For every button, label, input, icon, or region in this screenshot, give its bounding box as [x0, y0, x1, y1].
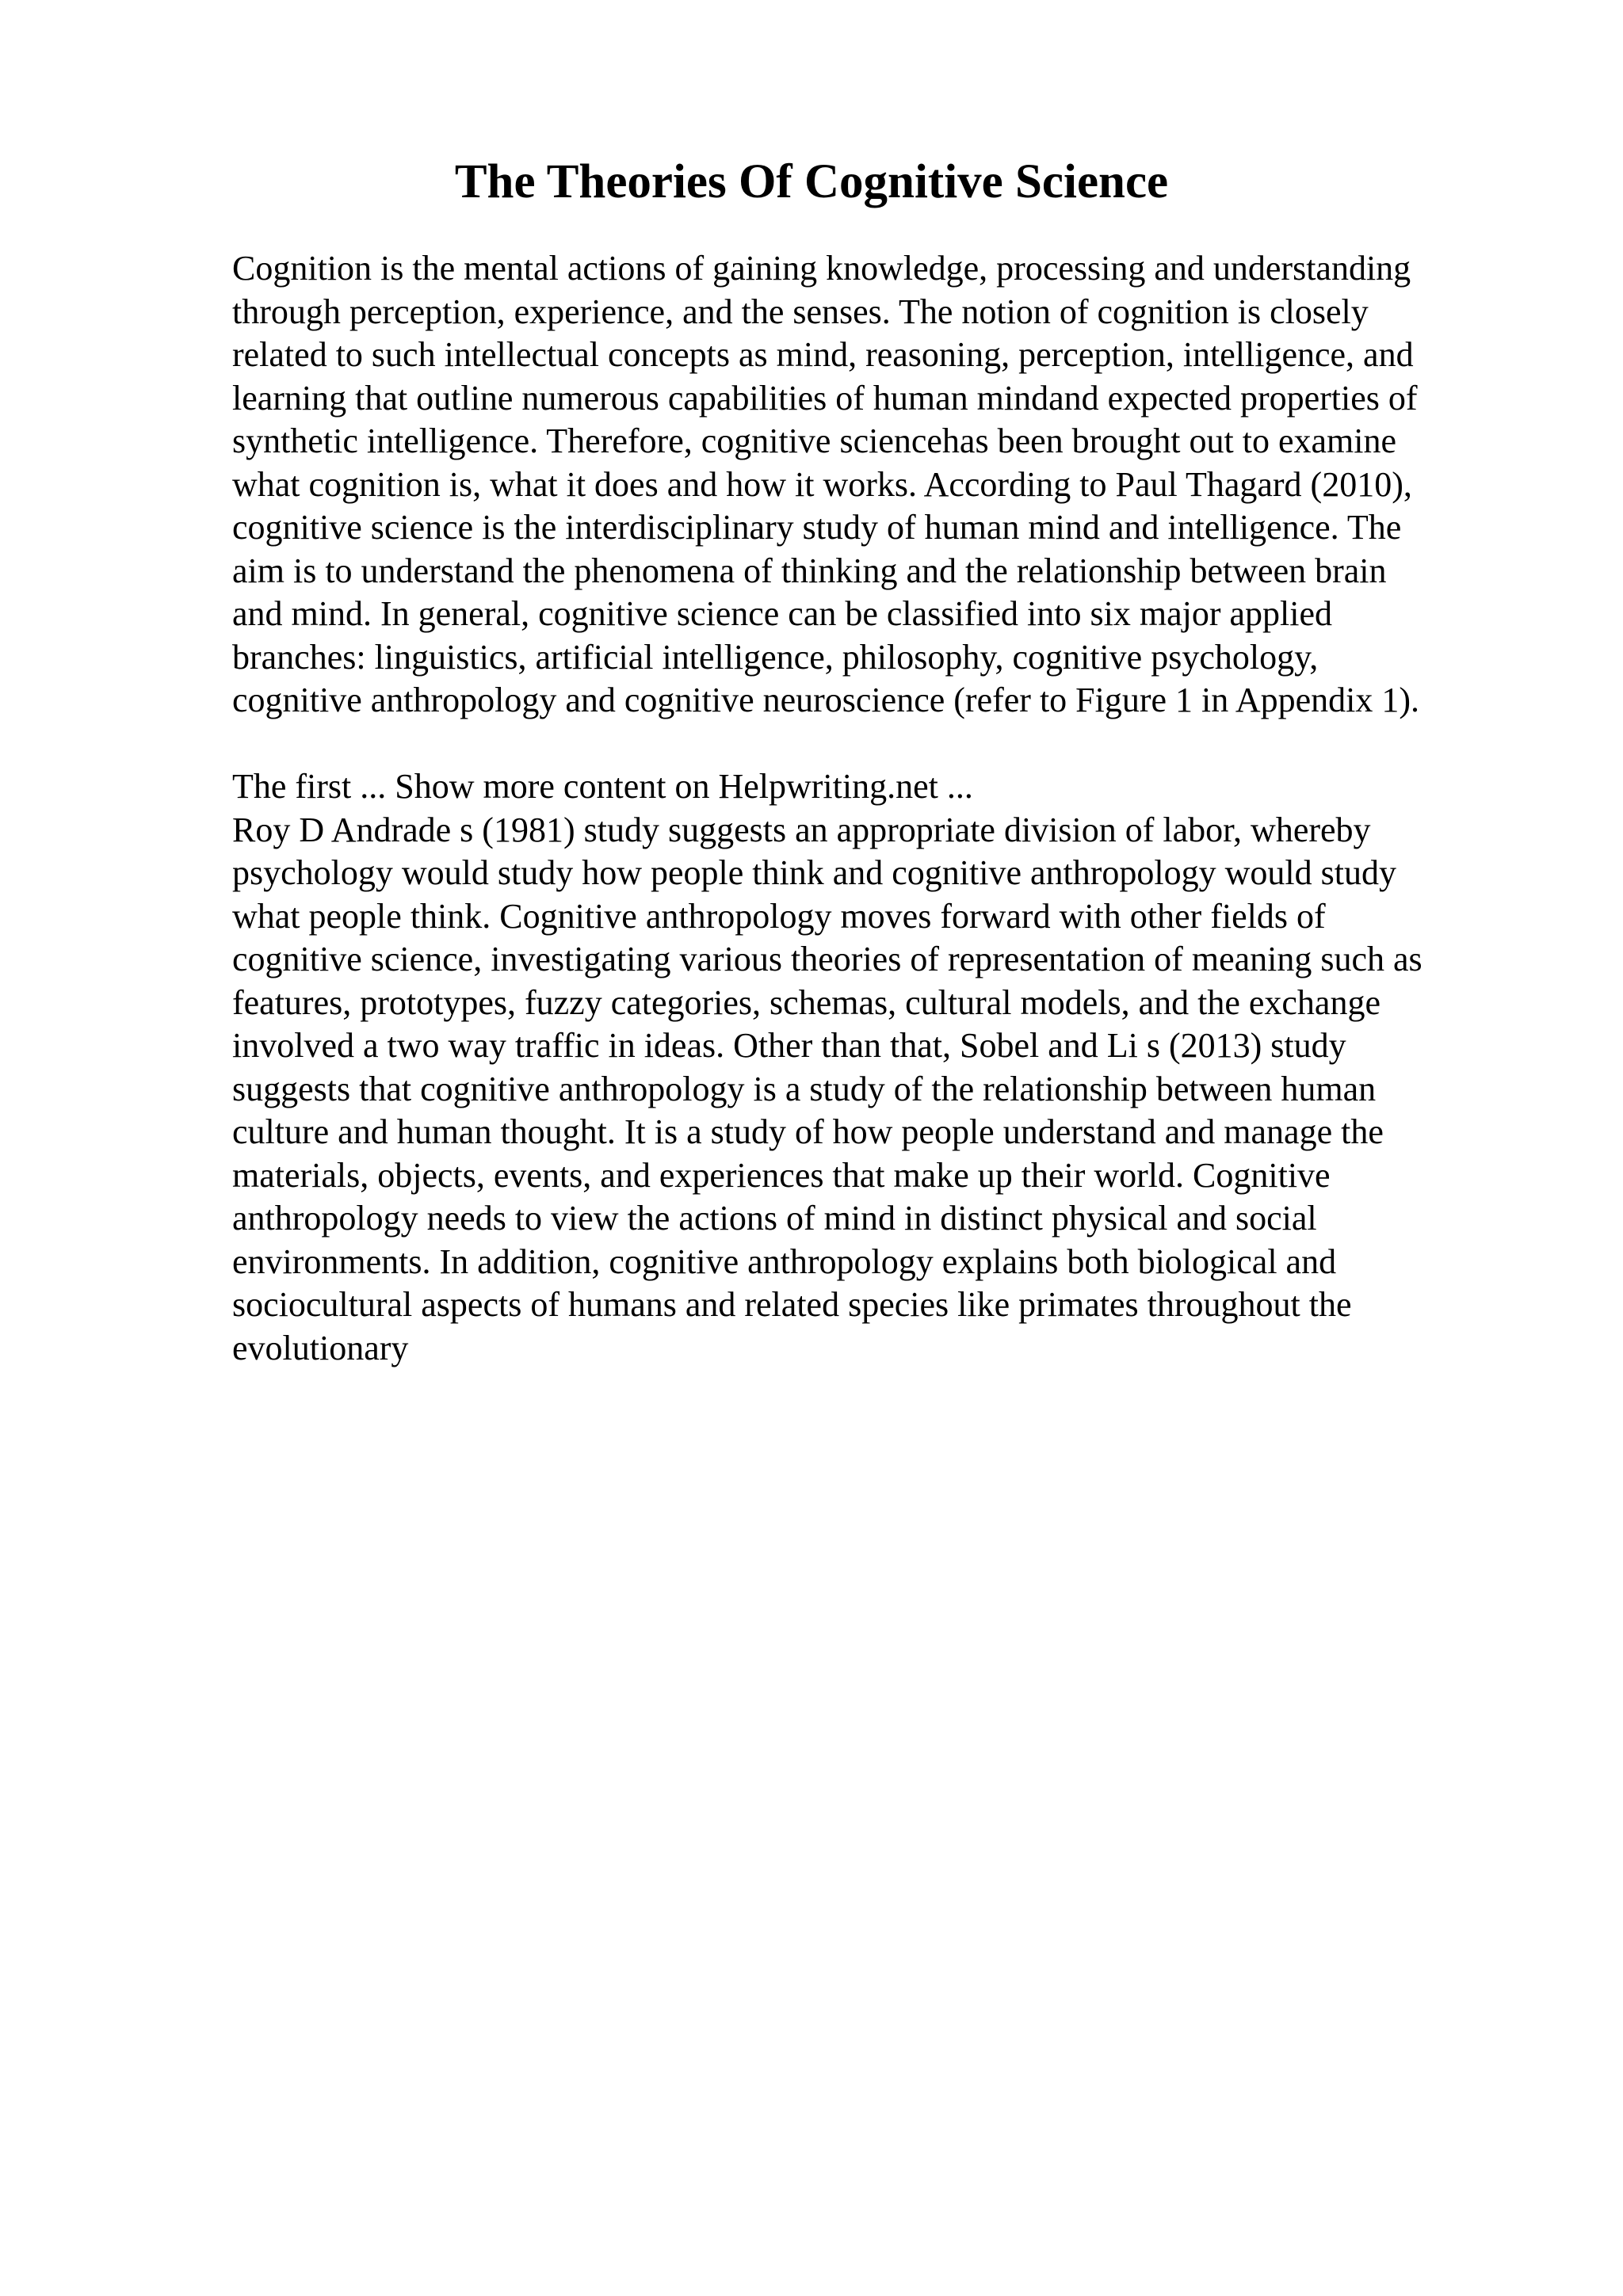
text-line: and mind. In general, cognitive science can be classified into six major applied	[232, 594, 1332, 633]
document-title: The Theories Of Cognitive Science	[454, 155, 1169, 208]
text-line: Cognition is the mental actions of gaining knowledge, processing and understanding	[232, 249, 1411, 288]
text-line: learning that outline numerous capabilities of human mindand expected properties of	[232, 378, 1418, 418]
text-line: anthropology needs to view the actions of mind in distinct physical and social	[232, 1199, 1317, 1238]
text-line: synthetic intelligence. Therefore, cognitive sciencehas been brought out to examine	[232, 421, 1396, 460]
show-more-text: The first ... Show more content on Helpwriting.net ...	[232, 767, 973, 806]
text-line: features, prototypes, fuzzy categories, schemas, cultural models, and the exchange	[232, 982, 1381, 1022]
document-body	[232, 247, 1579, 1370]
paragraph-2	[232, 809, 1579, 1371]
text-line: involved a two way traffic in ideas. Other than that, Sobel and Li s (2013) study	[232, 1026, 1346, 1065]
text-line: suggests that cognitive anthropology is a study of the relationship between human	[232, 1069, 1377, 1108]
text-line: culture and human thought. It is a study of how people understand and manage the	[232, 1112, 1384, 1151]
text-line: psychology would study how people think and cognitive anthropology would study	[232, 853, 1396, 892]
text-line: materials, objects, events, and experiences that make up their world. Cognitive	[232, 1155, 1331, 1195]
text-line: related to such intellectual concepts as mind, reasoning, perception, intelligence, and	[232, 335, 1414, 374]
text-line: cognitive science is the interdisciplinary study of human mind and intelligence. The	[232, 508, 1402, 547]
text-line: cognitive science, investigating various theories of representation of meaning such as	[232, 940, 1423, 978]
text-line: sociocultural aspects of humans and related species like primates throughout the	[232, 1285, 1352, 1324]
text-line: cognitive anthropology and cognitive neuroscience (refer to Figure 1 in Appendix 1).	[232, 681, 1420, 719]
text-line: through perception, experience, and the senses. The notion of cognition is closely	[232, 292, 1369, 331]
paragraph-spacer	[232, 723, 1579, 766]
text-line: aim is to understand the phenomena of thinking and the relationship between brain	[232, 551, 1387, 590]
text-line: what cognition is, what it does and how it works. According to Paul Thagard (2010),	[232, 464, 1412, 504]
text-line: what people think. Cognitive anthropology moves forward with other fields of	[232, 896, 1326, 936]
text-line: evolutionary	[232, 1328, 409, 1367]
text-line: environments. In addition, cognitive anthropology explains both biological and	[232, 1241, 1337, 1281]
text-line: branches: linguistics, artificial intelligence, philosophy, cognitive psychology,	[232, 637, 1319, 677]
paragraph-1	[232, 247, 1579, 723]
text-line: Roy D Andrade s (1981) study suggests an appropriate division of labor, whereby	[232, 810, 1371, 849]
